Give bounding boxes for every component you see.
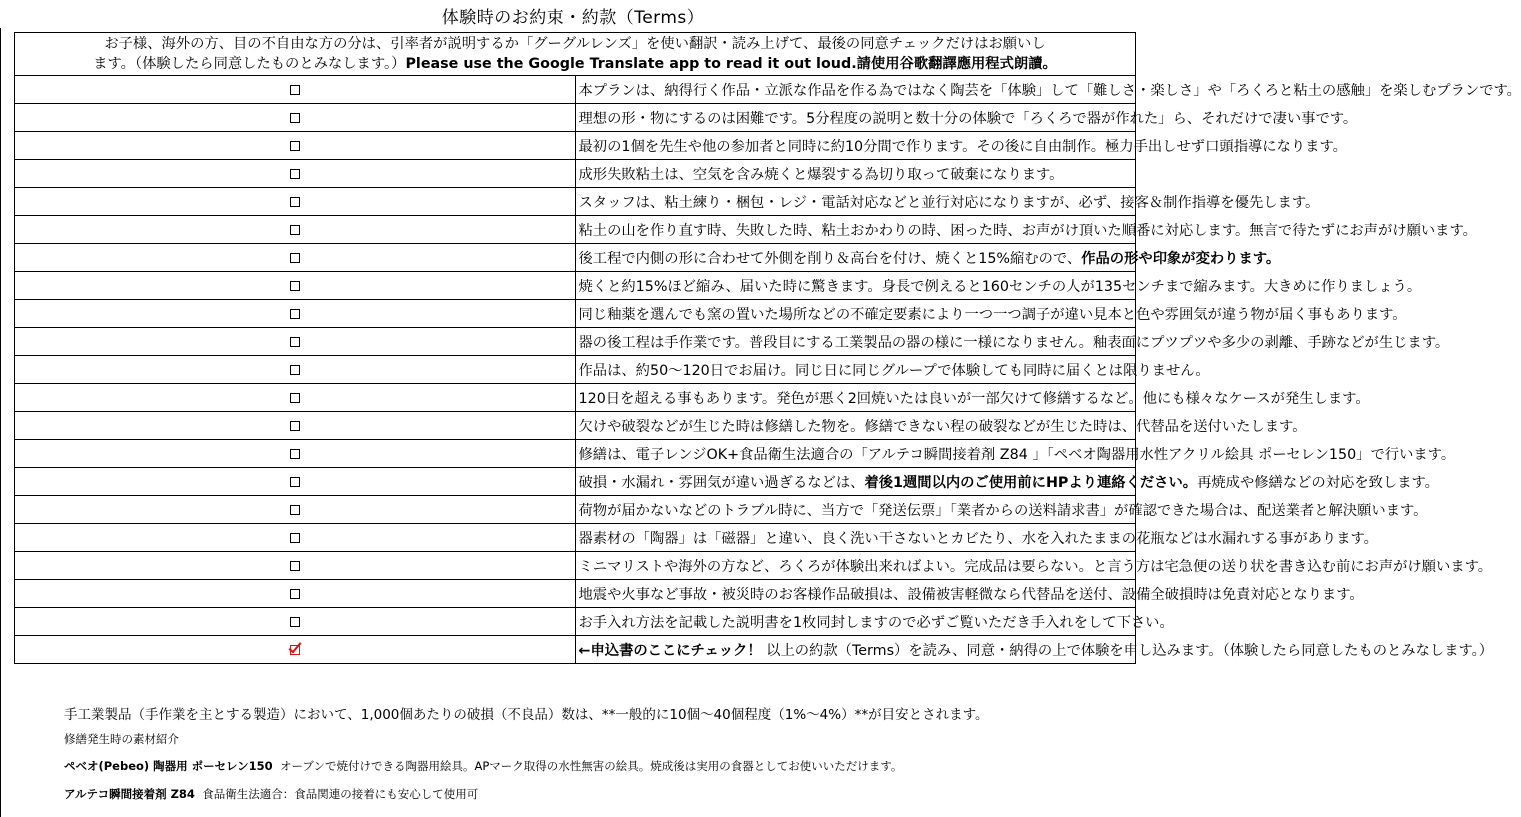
term-checkbox-cell bbox=[15, 468, 576, 496]
term-checkbox-cell bbox=[15, 524, 576, 552]
term-text-cell bbox=[575, 580, 1364, 608]
term-checkbox[interactable] bbox=[290, 561, 300, 571]
term-text-pre: 本プランは、納得行く作品・立派な作品を作る為ではなく陶芸を「体験」して「難しさ・楽しさ」や「ろくろと粘土の感触」を楽しむプランです。 bbox=[578, 82, 1521, 99]
term-checkbox-cell bbox=[15, 104, 576, 132]
left-border bbox=[0, 28, 1, 817]
term-checkbox[interactable] bbox=[290, 393, 300, 403]
term-checkbox[interactable] bbox=[290, 85, 300, 95]
term-text-cell bbox=[575, 188, 1320, 216]
agreement-text: 以上の約款（Terms）を読み、同意・納得の上で体験を申し込みます。（体験したら同意したものとみなします。） bbox=[766, 642, 1494, 659]
term-text-cell bbox=[575, 216, 1477, 244]
term-text-pre: 器素材の「陶器」は「磁器」と違い、良く洗い干さないとカビたり、水を入れたままの花瓶などは水漏れする事があります。 bbox=[578, 530, 1378, 547]
term-row bbox=[15, 188, 1136, 216]
term-text-cell bbox=[575, 496, 1428, 524]
term-text-pre: 理想の形・物にするのは困難です。5分程度の説明と数十分の体験で「ろくろで器が作れた」ら、それだけで凄い事です。 bbox=[578, 110, 1358, 127]
term-checkbox[interactable] bbox=[290, 589, 300, 599]
terms-table bbox=[14, 32, 1521, 664]
term-checkbox[interactable] bbox=[290, 225, 300, 235]
term-text-cell bbox=[575, 76, 1521, 104]
term-row bbox=[15, 412, 1136, 440]
term-checkbox-cell bbox=[15, 356, 576, 384]
term-checkbox[interactable] bbox=[290, 533, 300, 543]
pebeo-desc: オーブンで焼付けできる陶器用絵具。APマーク取得の水性無害の絵具。焼成後は実用の食器としてお使いいただけます。 bbox=[279, 759, 903, 773]
term-checkbox-cell bbox=[15, 496, 576, 524]
term-checkbox[interactable] bbox=[290, 113, 300, 123]
defect-rate-note: 手工業製品（手作業を主とする製造）において、1,000個あたりの破損（不良品）数は、**一般的に10個～40個程度（1%～4%）**が目安とされます。 bbox=[64, 707, 989, 723]
agreement-checkbox[interactable] bbox=[290, 645, 300, 655]
term-text-cell bbox=[575, 412, 1307, 440]
intro-line-2-ja: ます。（体験したら同意したものとみなします。） bbox=[93, 56, 406, 72]
alteco-desc: 食品衛生法適合：食品関連の接着にも安心して使用可 bbox=[202, 787, 479, 801]
term-row bbox=[15, 160, 1136, 188]
intro-cell bbox=[15, 33, 1136, 76]
term-checkbox-cell bbox=[15, 132, 576, 160]
term-text-pre: 後工程で内側の形に合わせて外側を削り＆高台を付け、焼くと15%縮むので、 bbox=[578, 250, 1082, 267]
term-text-pre: 欠けや破裂などが生じた時は修繕した物を。修繕できない程の破裂などが生じた時は、代替品を送付いたします。 bbox=[578, 418, 1307, 435]
term-text-cell bbox=[575, 356, 1210, 384]
term-text-pre: 修繕は、電子レンジOK+食品衛生法適合の「アルテコ瞬間接着剤 Z84 」「ペベオ陶器用水性アクリル絵具 ポーセレン150」で行います。 bbox=[578, 446, 1456, 463]
term-row bbox=[15, 300, 1136, 328]
term-checkbox[interactable] bbox=[290, 449, 300, 459]
term-text-cell bbox=[575, 552, 1493, 580]
term-checkbox-cell bbox=[15, 76, 576, 104]
agreement-checkbox-cell bbox=[15, 636, 576, 664]
term-text-pre: 破損・水漏れ・雰囲気が違い過ぎるなどは、 bbox=[578, 474, 865, 491]
term-text-cell bbox=[575, 132, 1347, 160]
page-title: 体験時のお約束・約款（Terms） bbox=[441, 8, 705, 28]
term-checkbox-cell bbox=[15, 300, 576, 328]
term-row bbox=[15, 496, 1136, 524]
term-text-cell bbox=[575, 328, 1450, 356]
term-text-cell bbox=[575, 244, 1281, 272]
term-text-pre: 焼くと約15%ほど縮み、届いた時に驚きます。身長で例えると160センチの人が135センチまで縮みます。大きめに作りましょう。 bbox=[578, 278, 1422, 295]
term-text-pre: 成形失敗粘土は、空気を含み焼くと爆裂する為切り取って破棄になります。 bbox=[578, 166, 1064, 183]
term-text-cell bbox=[575, 608, 1174, 636]
term-text-post: 再焼成や修繕などの対応を致します。 bbox=[1197, 474, 1439, 491]
term-row bbox=[15, 468, 1136, 496]
agreement-row bbox=[15, 636, 1136, 664]
term-text-cell bbox=[575, 160, 1136, 188]
term-row bbox=[15, 76, 1136, 104]
term-checkbox-cell bbox=[15, 160, 576, 188]
term-row bbox=[15, 440, 1136, 468]
term-text-cell bbox=[575, 300, 1407, 328]
term-text-pre: スタッフは、粘土練り・梱包・レジ・電話対応などと並行対応になりますが、必ず、接客＆制作指導を優先します。 bbox=[578, 194, 1320, 211]
term-checkbox[interactable] bbox=[290, 337, 300, 347]
term-checkbox[interactable] bbox=[290, 309, 300, 319]
term-checkbox-cell bbox=[15, 216, 576, 244]
term-checkbox[interactable] bbox=[290, 197, 300, 207]
term-text-pre: 器の後工程は手作業です。普段目にする工業製品の器の様に一様になりません。釉表面にプツプツや多少の剥離、手跡などが生じます。 bbox=[578, 334, 1450, 351]
term-checkbox-cell bbox=[15, 384, 576, 412]
term-checkbox[interactable] bbox=[290, 421, 300, 431]
term-text-cell bbox=[575, 104, 1358, 132]
term-row bbox=[15, 328, 1136, 356]
term-text-bold: 着後1週間以内のご使用前にHPより連絡ください。 bbox=[864, 474, 1198, 491]
term-row bbox=[15, 244, 1136, 272]
term-text-pre: 粘土の山を作り直す時、失敗した時、粘土おかわりの時、困った時、お声がけ頂いた順番に対応します。無言で待たずにお声がけ願います。 bbox=[578, 222, 1477, 239]
term-text-cell bbox=[575, 468, 1439, 496]
term-row bbox=[15, 132, 1136, 160]
alteco-name: アルテコ瞬間接着剤 Z84 bbox=[64, 787, 195, 801]
term-text-pre: 120日を超える事もあります。発色が悪く2回焼いたは良いが一部欠けて修繕するなど。他にも様々なケースが発生します。 bbox=[578, 390, 1370, 407]
term-text-cell bbox=[575, 384, 1370, 412]
term-text-pre: 荷物が届かないなどのトラブル時に、当方で「発送伝票」「業者からの送料請求書」が確認できた場合は、配送業者と解決願います。 bbox=[578, 502, 1428, 519]
repair-materials-heading: 修繕発生時の素材紹介 bbox=[64, 732, 179, 746]
term-checkbox-cell bbox=[15, 608, 576, 636]
term-text-pre: 地震や火事など事故・被災時のお客様作品破損は、設備被害軽微なら代替品を送付、設備全破損時は免責対応となります。 bbox=[578, 586, 1364, 603]
term-text-cell bbox=[575, 524, 1378, 552]
agreement-instruction: ←申込書のここにチェック！ bbox=[578, 642, 762, 659]
term-checkbox[interactable] bbox=[290, 617, 300, 627]
term-checkbox-cell bbox=[15, 272, 576, 300]
term-text-pre: 最初の1個を先生や他の参加者と同時に約10分間で作ります。その後に自由制作。極力手出しせず口頭指導になります。 bbox=[578, 138, 1347, 155]
term-row bbox=[15, 104, 1136, 132]
term-text-pre: お手入れ方法を記載した説明書を1枚同封しますので必ずご覧いただき手入れをして下さい。 bbox=[578, 614, 1174, 631]
intro-row bbox=[15, 33, 1136, 76]
term-row bbox=[15, 356, 1136, 384]
term-row bbox=[15, 580, 1136, 608]
term-row bbox=[15, 272, 1136, 300]
term-row bbox=[15, 216, 1136, 244]
term-text-bold: 作品の形や印象が変わります。 bbox=[1081, 250, 1281, 267]
term-text-pre: 作品は、約50～120日でお届け。同じ日に同じグループで体験しても同時に届くとは限りません。 bbox=[578, 362, 1210, 379]
term-checkbox[interactable] bbox=[290, 505, 300, 515]
term-row bbox=[15, 608, 1136, 636]
term-checkbox[interactable] bbox=[290, 281, 300, 291]
term-checkbox-cell bbox=[15, 552, 576, 580]
term-checkbox-cell bbox=[15, 580, 576, 608]
term-checkbox[interactable] bbox=[290, 253, 300, 263]
term-checkbox[interactable] bbox=[290, 477, 300, 487]
term-row bbox=[15, 552, 1136, 580]
term-checkbox-cell bbox=[15, 188, 576, 216]
term-text-pre: ミニマリストや海外の方など、ろくろが体験出来ればよい。完成品は要らない。と言う方は宅急便の送り状を書き込む前にお声がけ願います。 bbox=[578, 558, 1493, 575]
intro-line-1: お子様、海外の方、目の不自由な方の分は、引率者が説明するか「グーグルレンズ」を使い翻訳・読み上げて、最後の同意チェックだけはお願いし bbox=[104, 36, 1046, 52]
term-checkbox-cell bbox=[15, 440, 576, 468]
term-text-cell bbox=[575, 440, 1456, 468]
term-row bbox=[15, 524, 1136, 552]
term-text-cell bbox=[575, 272, 1422, 300]
term-checkbox[interactable] bbox=[290, 141, 300, 151]
term-text-pre: 同じ釉薬を選んでも窯の置いた場所などの不確定要素により一つ一つ調子が違い見本と色や雰囲気が違う物が届く事もあります。 bbox=[578, 306, 1407, 323]
agreement-text-cell bbox=[575, 636, 1494, 664]
term-checkbox[interactable] bbox=[290, 365, 300, 375]
term-checkbox-cell bbox=[15, 328, 576, 356]
pebeo-note bbox=[64, 758, 902, 774]
term-checkbox-cell bbox=[15, 244, 576, 272]
intro-line-2-translate: Please use the Google Translate app to read it out loud.請使用谷歌翻譯應用程式朗讀。 bbox=[405, 56, 1057, 72]
alteco-note bbox=[64, 786, 478, 802]
term-checkbox[interactable] bbox=[290, 169, 300, 179]
intro-line-2 bbox=[19, 54, 1131, 74]
term-checkbox-cell bbox=[15, 412, 576, 440]
term-row bbox=[15, 384, 1136, 412]
pebeo-name: ペベオ(Pebeo) 陶器用 ポーセレン150 bbox=[64, 759, 273, 773]
